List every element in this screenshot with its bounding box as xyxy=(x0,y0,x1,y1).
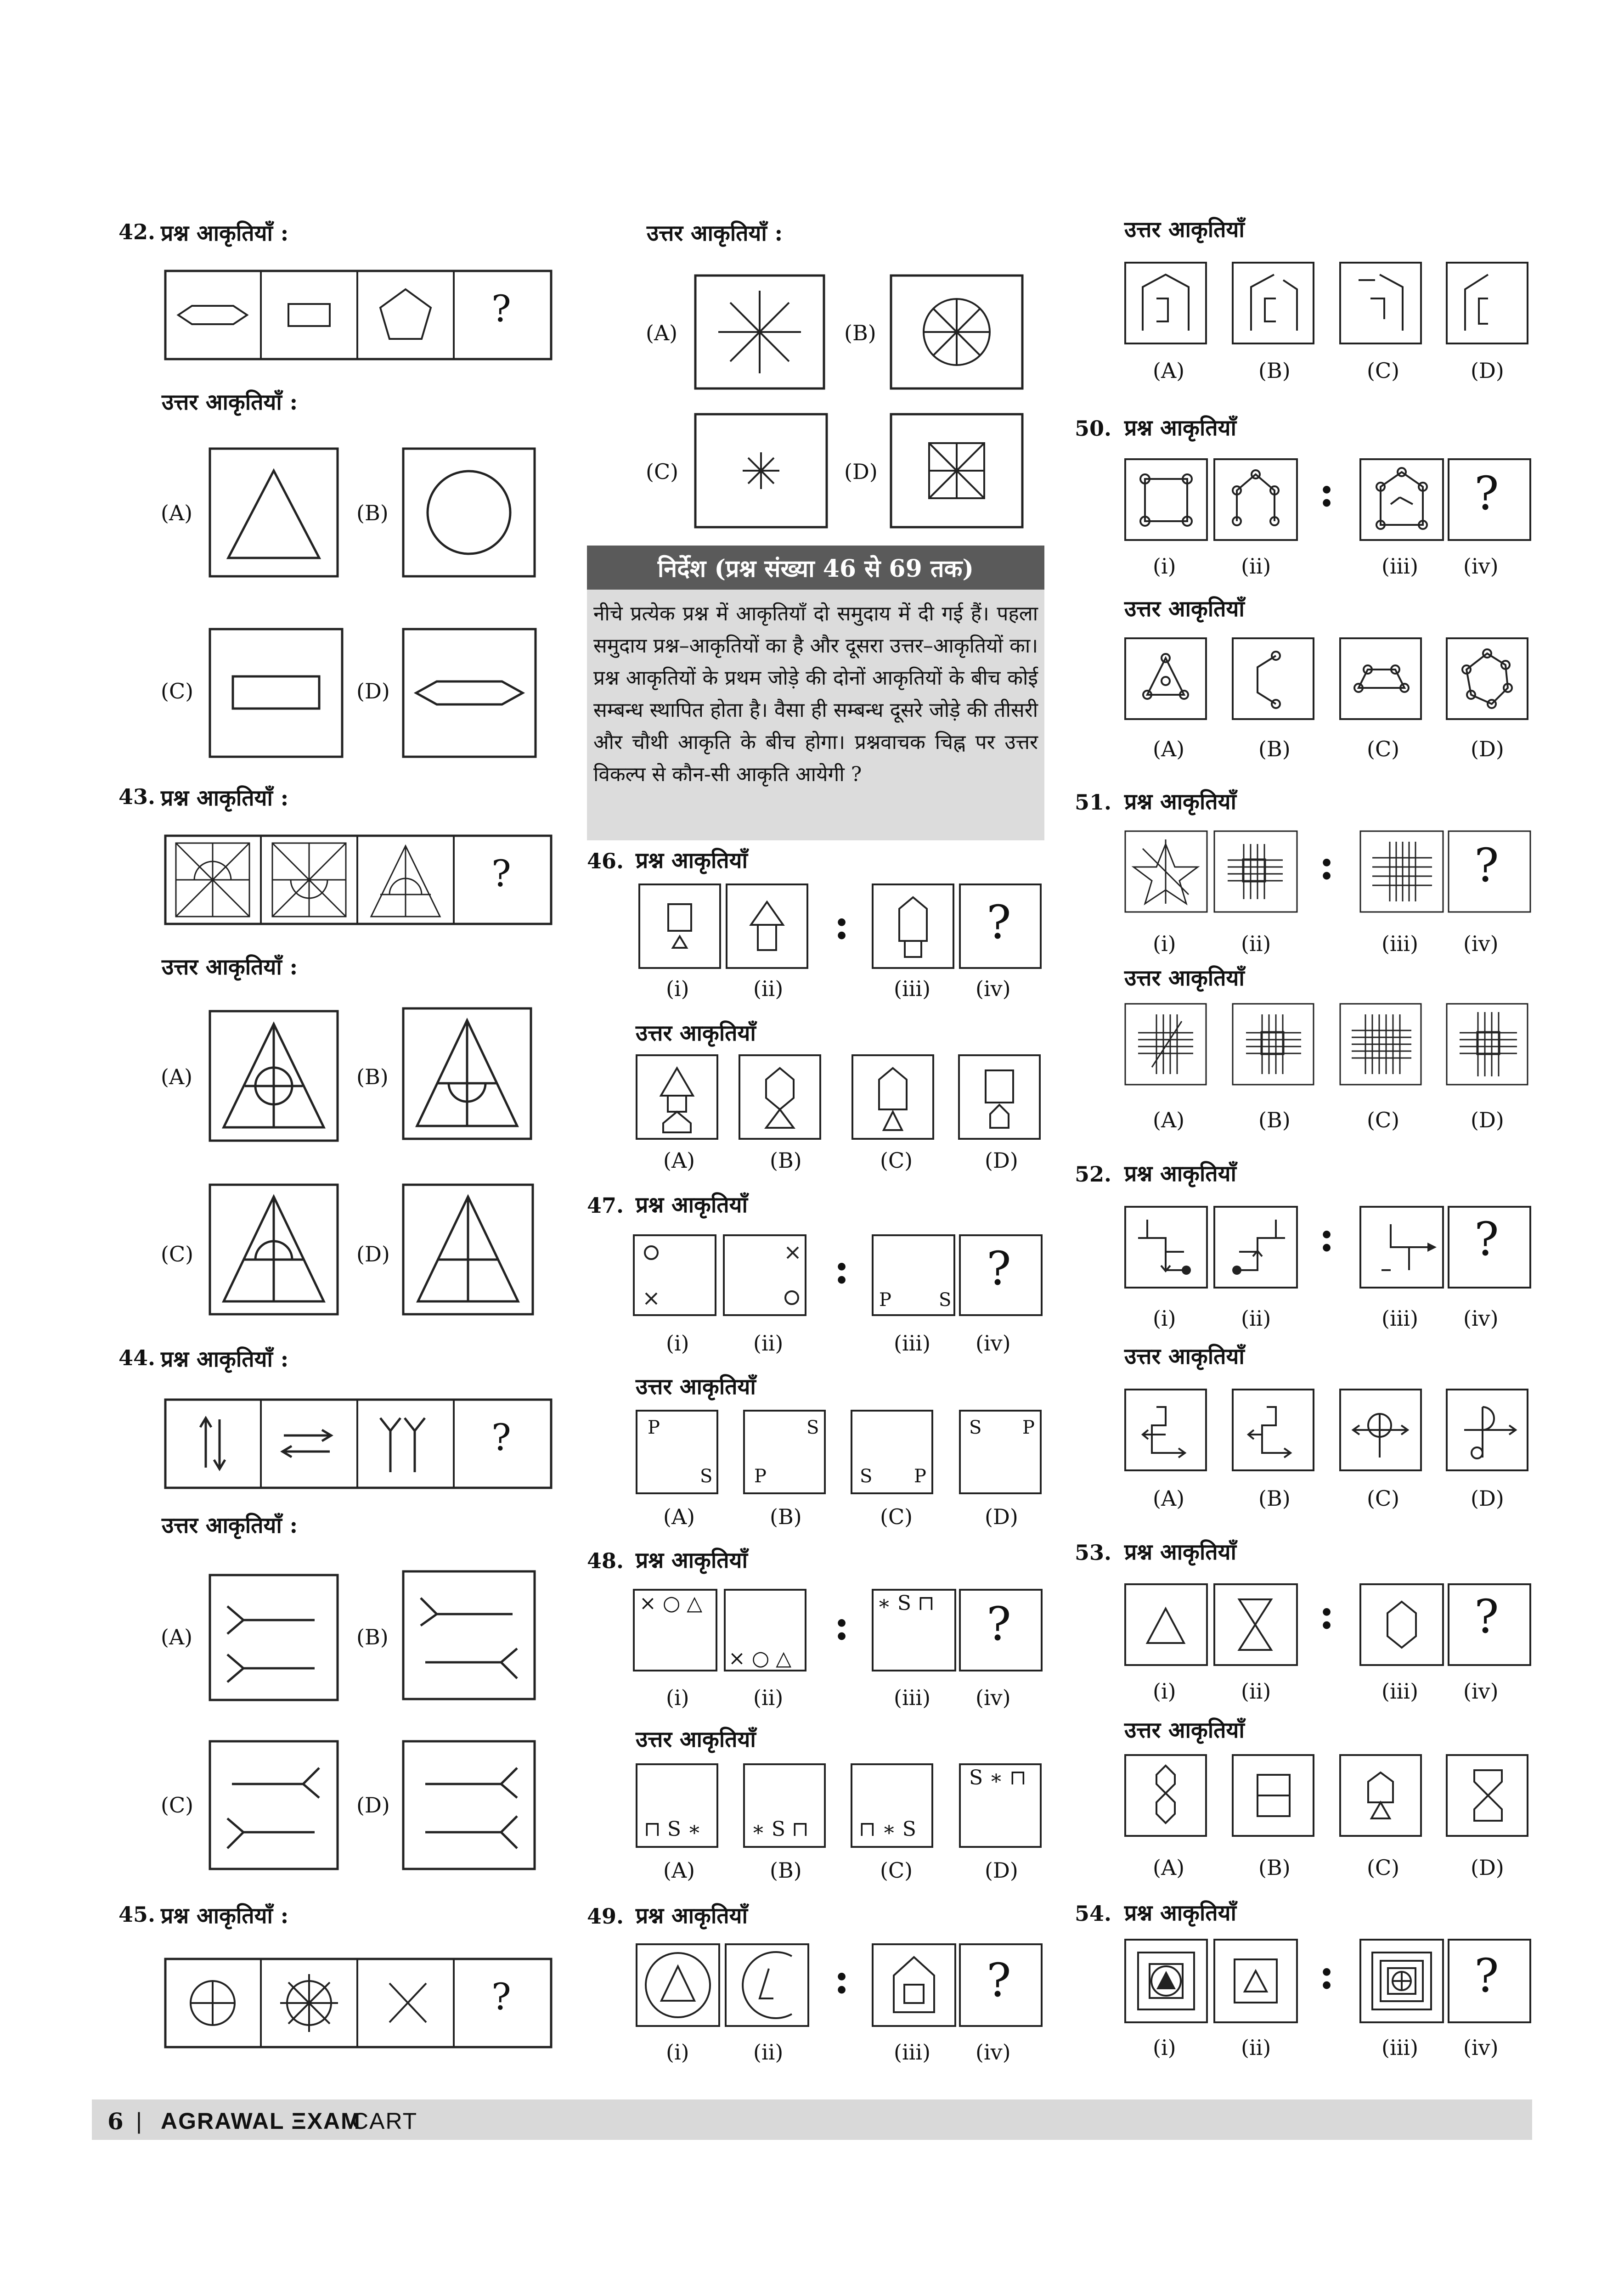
q43-question-mark: ? xyxy=(491,852,511,895)
q52-sub-i: (i) xyxy=(1153,1306,1176,1331)
q43-option-a[interactable] xyxy=(209,1010,338,1142)
question-number-50: 50. xyxy=(1075,416,1112,441)
q53-sub-ii: (ii) xyxy=(1241,1679,1271,1704)
q48-option-a-symbols: ⊓ S ∗ xyxy=(644,1818,701,1841)
q51-colon: : xyxy=(1319,840,1335,889)
q44-answer-figures-label: उत्तर आकृतियाँ : xyxy=(162,1513,298,1538)
q48-option-c-label: (C) xyxy=(880,1858,913,1883)
q51-option-c-label: (C) xyxy=(1367,1108,1400,1132)
q50-answer-options[interactable] xyxy=(1124,637,1528,720)
question-number-45: 45. xyxy=(118,1902,156,1927)
q47-option-a-label: (A) xyxy=(663,1504,695,1529)
q43-question-figures-label: प्रश्न आकृतियाँ : xyxy=(161,785,289,811)
q47-option-c-label: (C) xyxy=(880,1504,913,1529)
q42-question-mark: ? xyxy=(491,287,511,330)
q49-question-figures-label: प्रश्न आकृतियाँ xyxy=(636,1903,748,1929)
q50-sub-iii: (iii) xyxy=(1382,554,1419,579)
q53-option-c-label: (C) xyxy=(1367,1855,1400,1880)
q43-option-c-label: (C) xyxy=(161,1242,194,1266)
question-number-51: 51. xyxy=(1075,790,1112,815)
q52-option-a-label: (A) xyxy=(1153,1486,1185,1511)
q42-option-c[interactable] xyxy=(209,628,343,758)
q48-option-b-label: (B) xyxy=(770,1858,802,1883)
q53-colon: : xyxy=(1319,1590,1335,1638)
q47-option-c-letter-1: S xyxy=(860,1466,873,1487)
brand-name-light: CART xyxy=(352,2108,418,2134)
q43-option-b-label: (B) xyxy=(356,1064,389,1089)
footer-separator: | xyxy=(136,2108,142,2134)
question-number-42: 42. xyxy=(118,219,156,244)
q47-option-b-letter-2: P xyxy=(754,1466,767,1487)
q45-option-c-label: (C) xyxy=(646,459,679,484)
q53-question-mark: ? xyxy=(1474,1590,1499,1643)
q53-sub-i: (i) xyxy=(1153,1679,1176,1704)
q49-option-d-label: (D) xyxy=(1471,358,1504,383)
q51-sub-i: (i) xyxy=(1153,931,1176,956)
q45-answer-figures-label: उत्तर आकृतियाँ : xyxy=(647,220,783,246)
question-number-43: 43. xyxy=(118,784,156,809)
q52-option-c-label: (C) xyxy=(1367,1486,1400,1511)
q51-option-b-label: (B) xyxy=(1258,1108,1291,1132)
q52-sub-iv: (iv) xyxy=(1463,1306,1499,1331)
q46-option-b-label: (B) xyxy=(770,1148,802,1173)
q52-colon: : xyxy=(1319,1212,1335,1261)
q49-sub-iv: (iv) xyxy=(976,2040,1011,2065)
q51-option-d-label: (D) xyxy=(1471,1108,1504,1132)
q52-answer-figures-label: उत्तर आकृतियाँ xyxy=(1124,1344,1245,1369)
q47-option-a-letter-2: S xyxy=(700,1466,713,1487)
q45-option-b-label: (B) xyxy=(844,321,876,345)
q48-sub-iv: (iv) xyxy=(976,1685,1011,1710)
q52-sub-iii: (iii) xyxy=(1382,1306,1419,1331)
q51-question-figures-label: प्रश्न आकृतियाँ xyxy=(1124,789,1236,815)
q44-option-c-label: (C) xyxy=(161,1793,194,1818)
q48-option-d-label: (D) xyxy=(985,1858,1018,1883)
q44-question-figures-label: प्रश्न आकृतियाँ : xyxy=(161,1346,289,1372)
q53-option-b-label: (B) xyxy=(1258,1855,1291,1880)
q48-answer-figures-label: उत्तर आकृतियाँ xyxy=(636,1727,756,1752)
q47-sub-i: (i) xyxy=(666,1331,689,1356)
q50-colon: : xyxy=(1319,467,1335,516)
q53-option-a-label: (A) xyxy=(1153,1855,1185,1880)
q48-sub-iii: (iii) xyxy=(894,1685,931,1710)
q47-option-b-letter-1: S xyxy=(806,1417,819,1438)
q47-question-figures-label: प्रश्न आकृतियाँ xyxy=(636,1192,748,1218)
q47-option-d-label: (D) xyxy=(985,1504,1018,1529)
q51-option-a-label: (A) xyxy=(1153,1108,1185,1132)
q49-sub-ii: (ii) xyxy=(753,2040,784,2065)
q45-option-a-label: (A) xyxy=(646,321,678,345)
q45-option-d-label: (D) xyxy=(844,459,878,484)
q50-question-figures-label: प्रश्न आकृतियाँ xyxy=(1124,415,1236,441)
q46-question-mark: ? xyxy=(987,895,1011,949)
q49-answer-options[interactable] xyxy=(1124,262,1528,344)
q47-answer-figures-label: उत्तर आकृतियाँ xyxy=(636,1374,756,1400)
q46-sub-ii: (ii) xyxy=(753,976,784,1001)
question-number-48: 48. xyxy=(587,1548,624,1573)
q45-question-figures-label: प्रश्न आकृतियाँ : xyxy=(161,1903,289,1929)
q51-sub-iii: (iii) xyxy=(1382,931,1419,956)
q42-option-a-label: (A) xyxy=(161,501,193,525)
q50-answer-figures-label: उत्तर आकृतियाँ xyxy=(1124,596,1245,622)
q50-sub-iv: (iv) xyxy=(1463,554,1499,579)
q46-option-a-label: (A) xyxy=(663,1148,695,1173)
q47-option-d-letter-1: S xyxy=(969,1417,982,1438)
q53-question-figures-label: प्रश्न आकृतियाँ xyxy=(1124,1539,1236,1565)
q53-sub-iv: (iv) xyxy=(1463,1679,1499,1704)
q49-colon: : xyxy=(834,1954,850,2003)
q48-sub-i: (i) xyxy=(666,1685,689,1710)
q48-sub-ii: (ii) xyxy=(753,1685,784,1710)
q47-fig-iii-letter-2: S xyxy=(939,1289,952,1311)
q44-option-b[interactable] xyxy=(402,1570,536,1700)
q46-answer-options[interactable] xyxy=(636,1054,1041,1140)
q49-option-b-label: (B) xyxy=(1258,358,1291,383)
q50-option-d-label: (D) xyxy=(1471,737,1504,761)
q42-option-d-label: (D) xyxy=(356,679,390,703)
page-footer xyxy=(92,2099,1532,2140)
q49-option-c-label: (C) xyxy=(1367,358,1400,383)
q48-option-b-symbols: ∗ S ⊓ xyxy=(751,1818,809,1841)
q50-question-mark: ? xyxy=(1474,467,1499,520)
q42-option-a[interactable] xyxy=(209,448,338,577)
question-number-49: 49. xyxy=(587,1904,624,1929)
q46-sub-iv: (iv) xyxy=(976,976,1011,1001)
q44-option-d[interactable] xyxy=(402,1740,536,1870)
q46-question-figures-label: प्रश्न आकृतियाँ xyxy=(636,848,748,873)
q47-option-d-letter-2: P xyxy=(1022,1417,1035,1438)
q42-option-b[interactable] xyxy=(402,448,536,577)
q52-sub-ii: (ii) xyxy=(1241,1306,1271,1331)
q46-option-c-label: (C) xyxy=(880,1148,913,1173)
q47-option-b-label: (B) xyxy=(770,1504,802,1529)
q45-option-a[interactable] xyxy=(694,275,825,389)
q48-fig-ii-symbols: × ○ △ xyxy=(728,1647,792,1670)
q46-sub-iii: (iii) xyxy=(894,976,931,1001)
q42-question-figures-label: प्रश्न आकृतियाँ : xyxy=(161,220,289,246)
q49-option-a-label: (A) xyxy=(1153,358,1185,383)
q51-answer-figures-label: उत्तर आकृतियाँ xyxy=(1124,965,1245,991)
q52-question-mark: ? xyxy=(1474,1212,1499,1266)
q45-question-mark: ? xyxy=(491,1975,511,2018)
page-number: 6 xyxy=(107,2108,124,2135)
q44-option-a-label: (A) xyxy=(161,1625,193,1649)
q54-question-figures-label: प्रश्न आकृतियाँ xyxy=(1124,1900,1236,1926)
q54-colon: : xyxy=(1319,1950,1335,1998)
q52-answer-options[interactable] xyxy=(1124,1389,1528,1471)
q47-fig-iii-letter-1: P xyxy=(879,1289,891,1311)
question-number-52: 52. xyxy=(1075,1162,1112,1187)
q48-option-c-symbols: ⊓ ∗ S xyxy=(859,1818,916,1841)
q52-question-figures-label: प्रश्न आकृतियाँ xyxy=(1124,1161,1236,1187)
q49-answer-figures-label: उत्तर आकृतियाँ xyxy=(1124,217,1245,242)
q47-colon: : xyxy=(834,1244,850,1293)
q48-fig-iii-symbols: ∗ S ⊓ xyxy=(877,1592,935,1615)
q47-sub-iii: (iii) xyxy=(894,1331,931,1356)
q51-sub-ii: (ii) xyxy=(1241,931,1271,956)
q52-option-b-label: (B) xyxy=(1258,1486,1291,1511)
q49-question-mark: ? xyxy=(987,1953,1011,2007)
q50-sub-ii: (ii) xyxy=(1241,554,1271,579)
q47-question-mark: ? xyxy=(987,1242,1011,1295)
q54-question-mark: ? xyxy=(1474,1949,1499,2003)
q43-answer-figures-label: उत्तर आकृतियाँ : xyxy=(162,954,298,980)
q42-option-b-label: (B) xyxy=(356,501,389,525)
q50-option-b-label: (B) xyxy=(1258,737,1291,761)
q53-answer-figures-label: उत्तर आकृतियाँ xyxy=(1124,1717,1245,1743)
q43-option-c[interactable] xyxy=(209,1184,338,1315)
q42-option-d[interactable] xyxy=(402,628,536,758)
brand-name-bold: AGRAWAL ΞXAM xyxy=(161,2108,361,2134)
q47-option-a-letter-1: P xyxy=(648,1417,660,1438)
q42-option-c-label: (C) xyxy=(161,679,194,703)
q42-answer-figures-label: उत्तर आकृतियाँ : xyxy=(162,389,298,415)
q43-option-b[interactable] xyxy=(402,1007,532,1140)
q48-option-d-symbols: S ∗ ⊓ xyxy=(969,1766,1026,1790)
q54-sub-iv: (iv) xyxy=(1463,2035,1499,2060)
q48-option-a-label: (A) xyxy=(663,1858,695,1883)
q52-option-d-label: (D) xyxy=(1471,1486,1504,1511)
q46-sub-i: (i) xyxy=(666,976,689,1001)
q47-sub-iv: (iv) xyxy=(976,1331,1011,1356)
q47-option-c-letter-2: P xyxy=(914,1466,926,1487)
q51-sub-iv: (iv) xyxy=(1463,931,1499,956)
q44-option-d-label: (D) xyxy=(356,1793,390,1818)
question-number-44: 44. xyxy=(118,1345,156,1370)
q49-sub-iii: (iii) xyxy=(894,2040,931,2065)
q53-sub-iii: (iii) xyxy=(1382,1679,1419,1704)
q53-option-d-label: (D) xyxy=(1471,1855,1504,1880)
question-number-54: 54. xyxy=(1075,1901,1112,1926)
q43-option-d-label: (D) xyxy=(356,1242,390,1266)
instructions-heading: निर्देश (प्रश्न संख्या 46 से 69 तक) xyxy=(587,546,1044,590)
q51-answer-options[interactable] xyxy=(1124,1003,1528,1086)
q45-option-d[interactable] xyxy=(890,413,1023,528)
q49-sub-i: (i) xyxy=(666,2040,689,2065)
question-number-46: 46. xyxy=(587,849,624,873)
question-number-47: 47. xyxy=(587,1193,624,1218)
q54-sub-iii: (iii) xyxy=(1382,2035,1419,2060)
q48-question-mark: ? xyxy=(987,1597,1011,1651)
q45-option-c[interactable] xyxy=(694,413,828,528)
q48-colon: : xyxy=(834,1601,850,1649)
q44-option-b-label: (B) xyxy=(356,1625,389,1649)
q54-sub-ii: (ii) xyxy=(1241,2035,1271,2060)
question-number-53: 53. xyxy=(1075,1540,1112,1565)
q44-question-mark: ? xyxy=(491,1416,511,1459)
q54-sub-i: (i) xyxy=(1153,2035,1176,2060)
q47-sub-ii: (ii) xyxy=(753,1331,784,1356)
q46-colon: : xyxy=(834,900,850,949)
q44-option-a[interactable] xyxy=(209,1574,338,1701)
q50-sub-i: (i) xyxy=(1153,554,1176,579)
q50-option-c-label: (C) xyxy=(1367,737,1400,761)
q43-option-a-label: (A) xyxy=(161,1064,193,1089)
q51-question-mark: ? xyxy=(1474,838,1499,892)
q44-option-c[interactable] xyxy=(209,1740,338,1870)
q45-option-b[interactable] xyxy=(890,275,1023,389)
q48-fig-i-symbols: × ○ △ xyxy=(639,1592,703,1615)
q53-answer-options[interactable] xyxy=(1124,1754,1528,1837)
q43-option-d[interactable] xyxy=(402,1184,534,1315)
instructions-body: नीचे प्रत्येक प्रश्न में आकृतियाँ दो समुदाय में दी गई हैं। पहला समुदाय प्रश्न–आकृतियों का है और दूसरा उत्तर–आकृतियों का। प्रश्न आकृतियों के प्रथम जोड़े की दोनों आकृतियों के बीच कोई सम्बन्ध स्थापित होता है। वैसा ही सम्बन्ध दूसरे जोड़े की तीसरी और चौथी आकृति के बीच होगा। प्रश्नवाचक चिह्न पर उत्तर विकल्प से कौन-सी आकृति आयेगी ? xyxy=(587,590,1044,840)
q48-question-figures-label: प्रश्न आकृतियाँ xyxy=(636,1548,748,1573)
q50-option-a-label: (A) xyxy=(1153,737,1185,761)
q46-option-d-label: (D) xyxy=(985,1148,1018,1173)
q46-answer-figures-label: उत्तर आकृतियाँ xyxy=(636,1020,756,1046)
